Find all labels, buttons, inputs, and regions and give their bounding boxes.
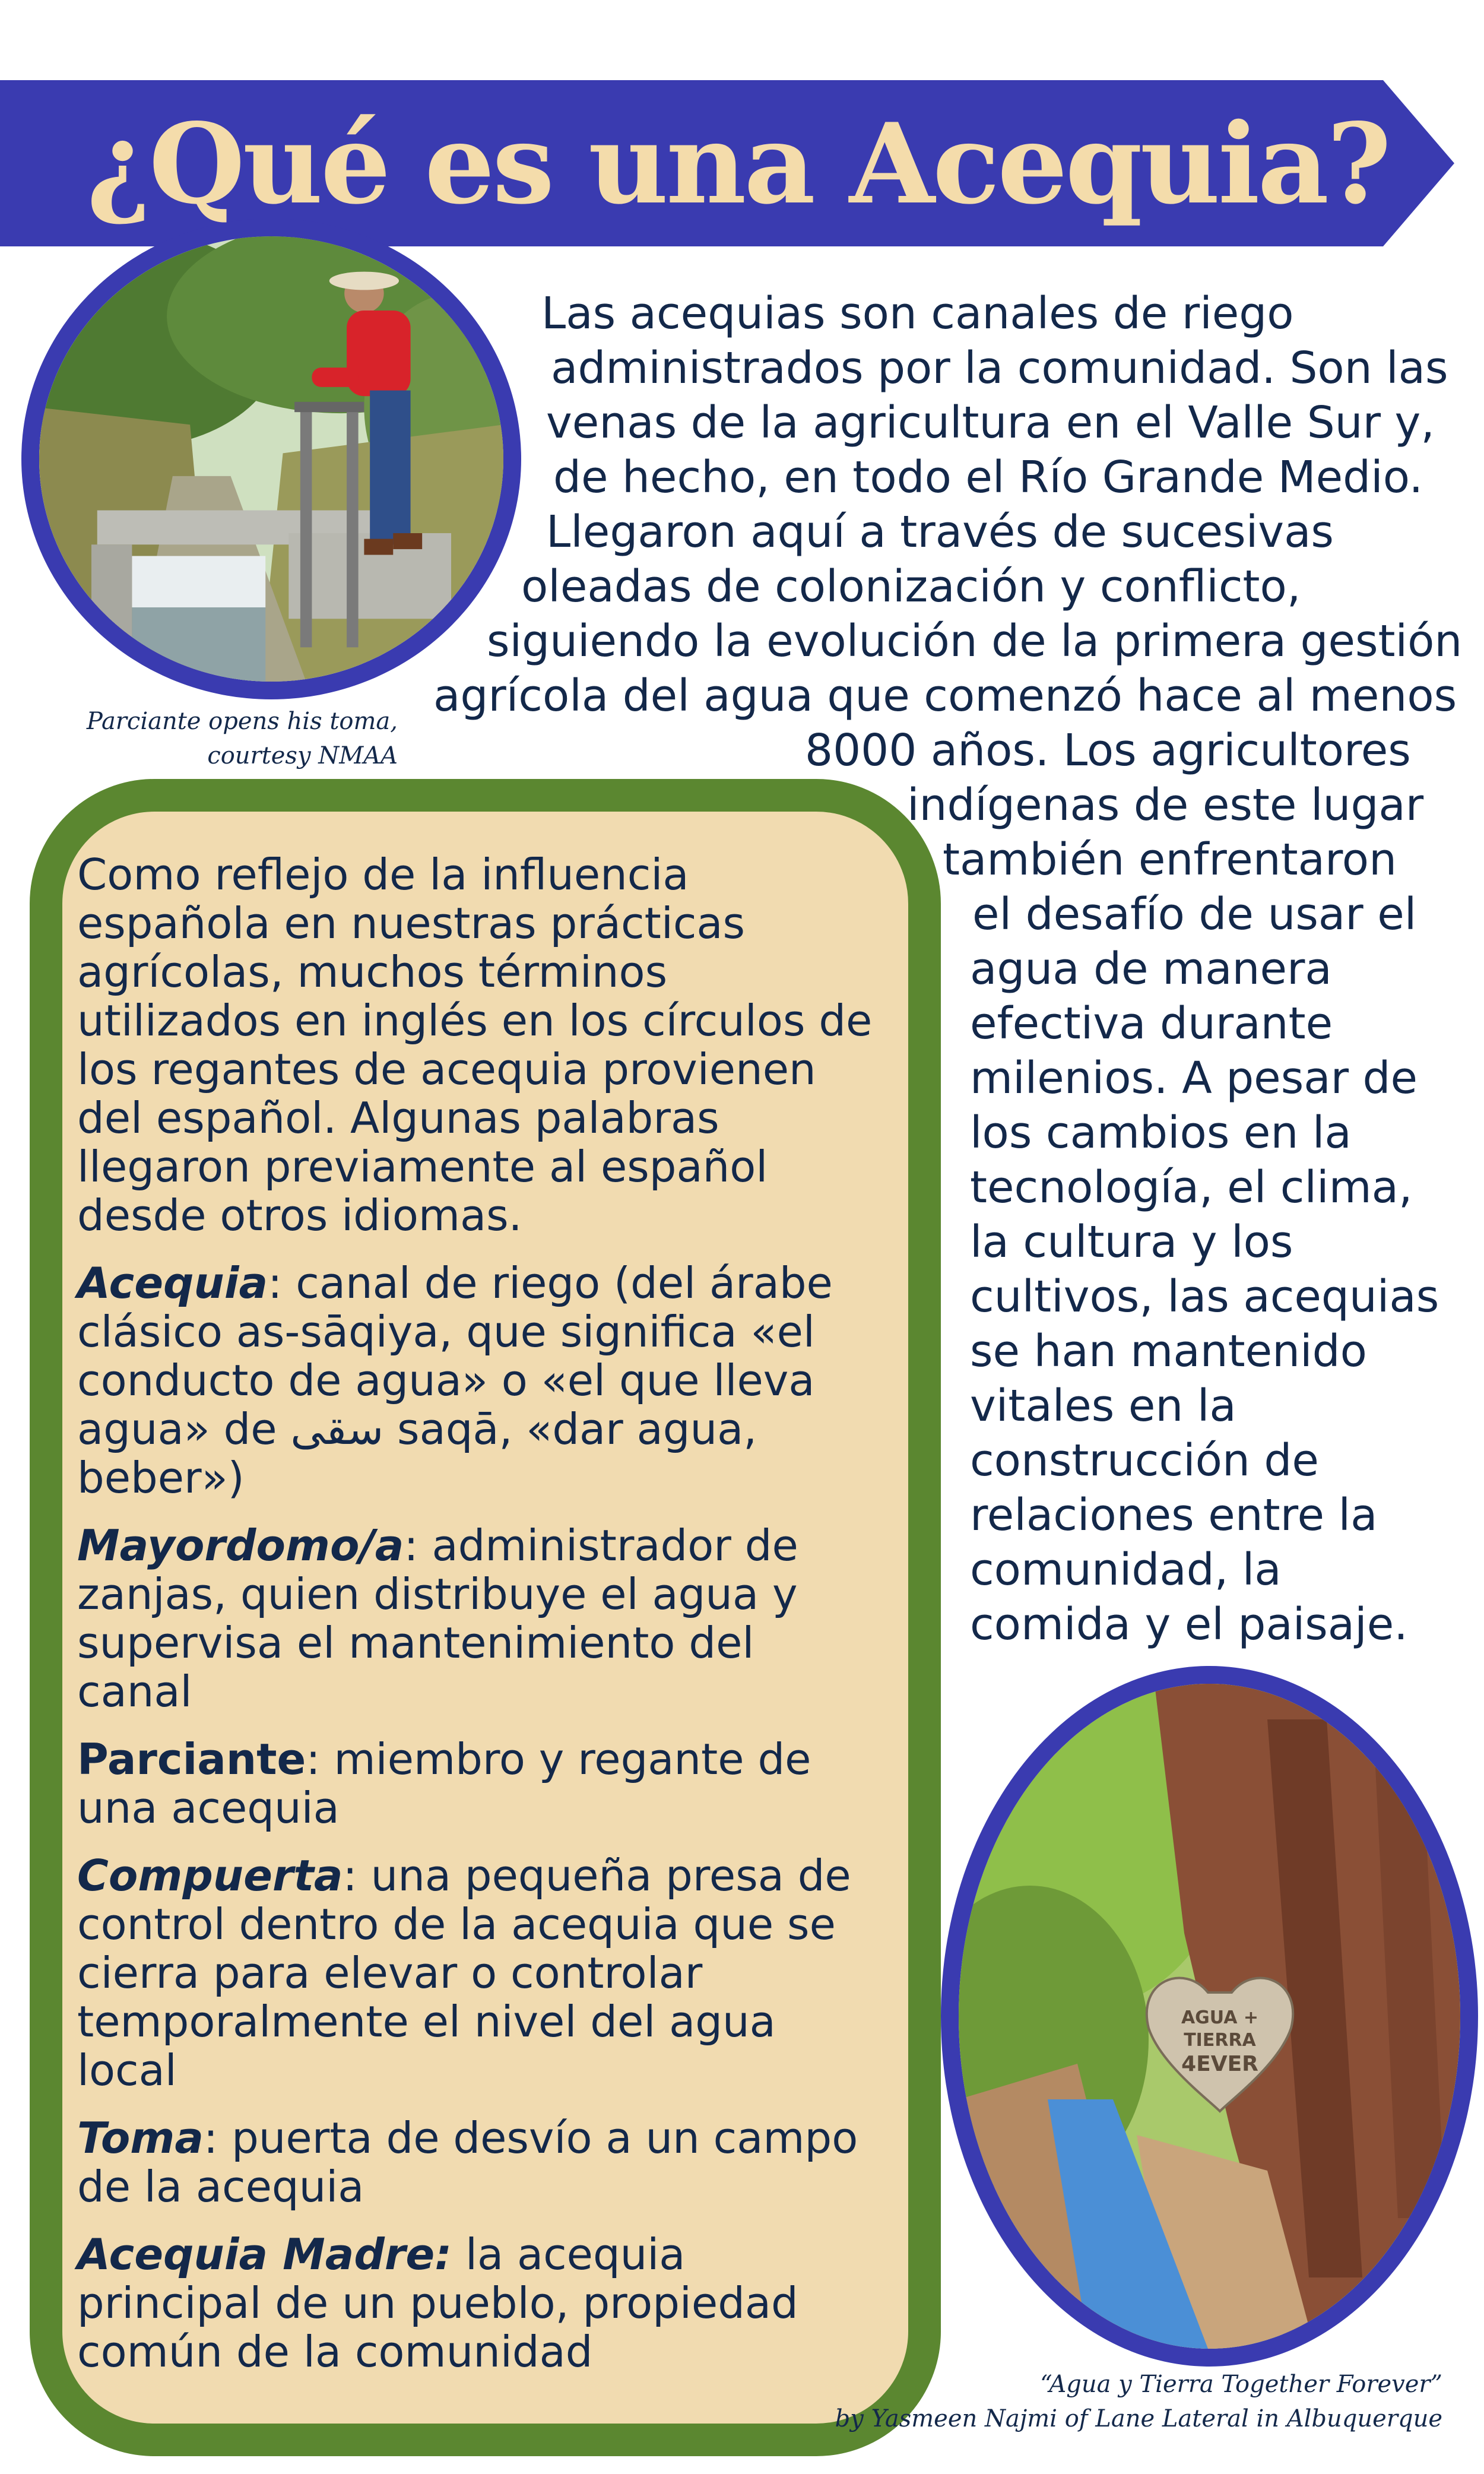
glossary-entry <box>77 2230 879 2376</box>
intro-line: siguiendo la evolución de la primera gestión <box>487 616 1463 667</box>
glossary-sep: : <box>343 1851 371 1900</box>
glossary-term: Toma <box>77 2113 204 2163</box>
intro-line: Las acequias son canales de riego <box>541 288 1294 339</box>
glossary-term: Parciante <box>77 1734 306 1784</box>
intro-line: efectiva durante <box>970 998 1333 1049</box>
glossary-entry <box>77 2114 879 2211</box>
glossary-entry <box>77 1521 879 1716</box>
sign-text: AGUA + <box>1181 2007 1259 2028</box>
glossary-entry <box>77 1851 879 2095</box>
glossary-sep: : <box>203 2113 232 2163</box>
intro-line: Llegaron aquí a través de sucesivas <box>546 506 1334 557</box>
tree-heart-photo <box>941 1666 1478 2367</box>
intro-line: los cambios en la <box>970 1107 1352 1158</box>
glossary-term: Acequia Madre: <box>77 2229 452 2279</box>
glossary-definition: administrador de zanjas, quien distribuye el agua y supervisa el mantenimiento del canal <box>77 1520 798 1716</box>
glossary-definition: miembro y regante de una acequia <box>77 1734 811 1833</box>
intro-line: oleadas de colonización y conflicto, <box>521 561 1301 612</box>
glossary-definition: la acequia principal de un pueblo, propiedad común de la comunidad <box>77 2229 798 2377</box>
intro-line: agrícola del agua que comenzó hace al menos <box>433 670 1457 721</box>
glossary-entry <box>77 1735 879 1832</box>
intro-line: construcción de <box>970 1435 1319 1486</box>
glossary-intro: Como reflejo de la influencia española en nuestras prácticas agrícolas, muchos términos utilizados en inglés en los círculos de los regantes de acequia provienen del español. Algunas palabras llegaron previamente al español desde otros idiomas. <box>77 850 873 1240</box>
glossary-sep: : <box>404 1520 432 1570</box>
intro-line: relaciones entre la <box>970 1490 1378 1541</box>
glossary-sep <box>452 2229 465 2279</box>
intro-line: se han mantenido <box>970 1326 1367 1377</box>
caption-line: Parciante opens his toma, <box>86 708 398 735</box>
intro-line: la cultura y los <box>970 1217 1293 1268</box>
caption-line: “Agua y Tierra Together Forever” <box>1040 2371 1442 2398</box>
glossary-term: Mayordomo/a <box>77 1520 404 1570</box>
intro-line: agua de manera <box>970 943 1332 994</box>
glossary-definition: puerta de desvío a un campo de la acequia <box>77 2113 858 2212</box>
glossary-sep: : <box>306 1734 334 1784</box>
intro-line: tecnología, el clima, <box>970 1162 1413 1213</box>
sign-text: TIERRA <box>1184 2030 1256 2051</box>
intro-line: indígenas de este lugar <box>907 780 1424 831</box>
intro-line: de hecho, en todo el Río Grande Medio. <box>553 452 1423 503</box>
intro-line: 8000 años. Los agricultores <box>805 725 1411 776</box>
intro-line: el desafío de usar el <box>972 889 1417 940</box>
intro-line: comunidad, la <box>970 1544 1282 1595</box>
caption-line: courtesy NMAA <box>207 742 398 769</box>
intro-line: comida y el paisaje. <box>970 1599 1408 1650</box>
intro-line: administrados por la comunidad. Son las <box>551 343 1448 394</box>
glossary-sep: : <box>268 1258 296 1308</box>
page-title: ¿Qué es una Acequia? <box>86 98 1389 229</box>
intro-line: también enfrentaron <box>943 834 1397 885</box>
sign-text: 4EVER <box>1181 2052 1258 2076</box>
intro-line: cultivos, las acequias <box>970 1271 1439 1322</box>
intro-line: milenios. A pesar de <box>970 1053 1418 1104</box>
glossary-content <box>77 850 879 2395</box>
bottom-photo-caption <box>819 2367 1442 2436</box>
glossary-definition: canal de riego (del árabe clásico as-sāqiya, que significa «el conducto de agua» o «el que lleva agua» de سقى saqā, «dar agua, beber») <box>77 1258 833 1503</box>
intro-line: vitales en la <box>970 1380 1236 1431</box>
glossary-entry <box>77 1259 879 1502</box>
intro-line: venas de la agricultura en el Valle Sur y, <box>546 397 1435 448</box>
glossary-term: Compuerta <box>77 1851 343 1900</box>
caption-line: by Yasmeen Najmi of Lane Lateral in Albuquerque <box>835 2405 1442 2432</box>
top-photo-caption <box>36 704 398 773</box>
glossary-term: Acequia <box>77 1258 268 1308</box>
glossary-definition: una pequeña presa de control dentro de la acequia que se cierra para elevar o controlar temporalmente el nivel del agua local <box>77 1851 851 2095</box>
